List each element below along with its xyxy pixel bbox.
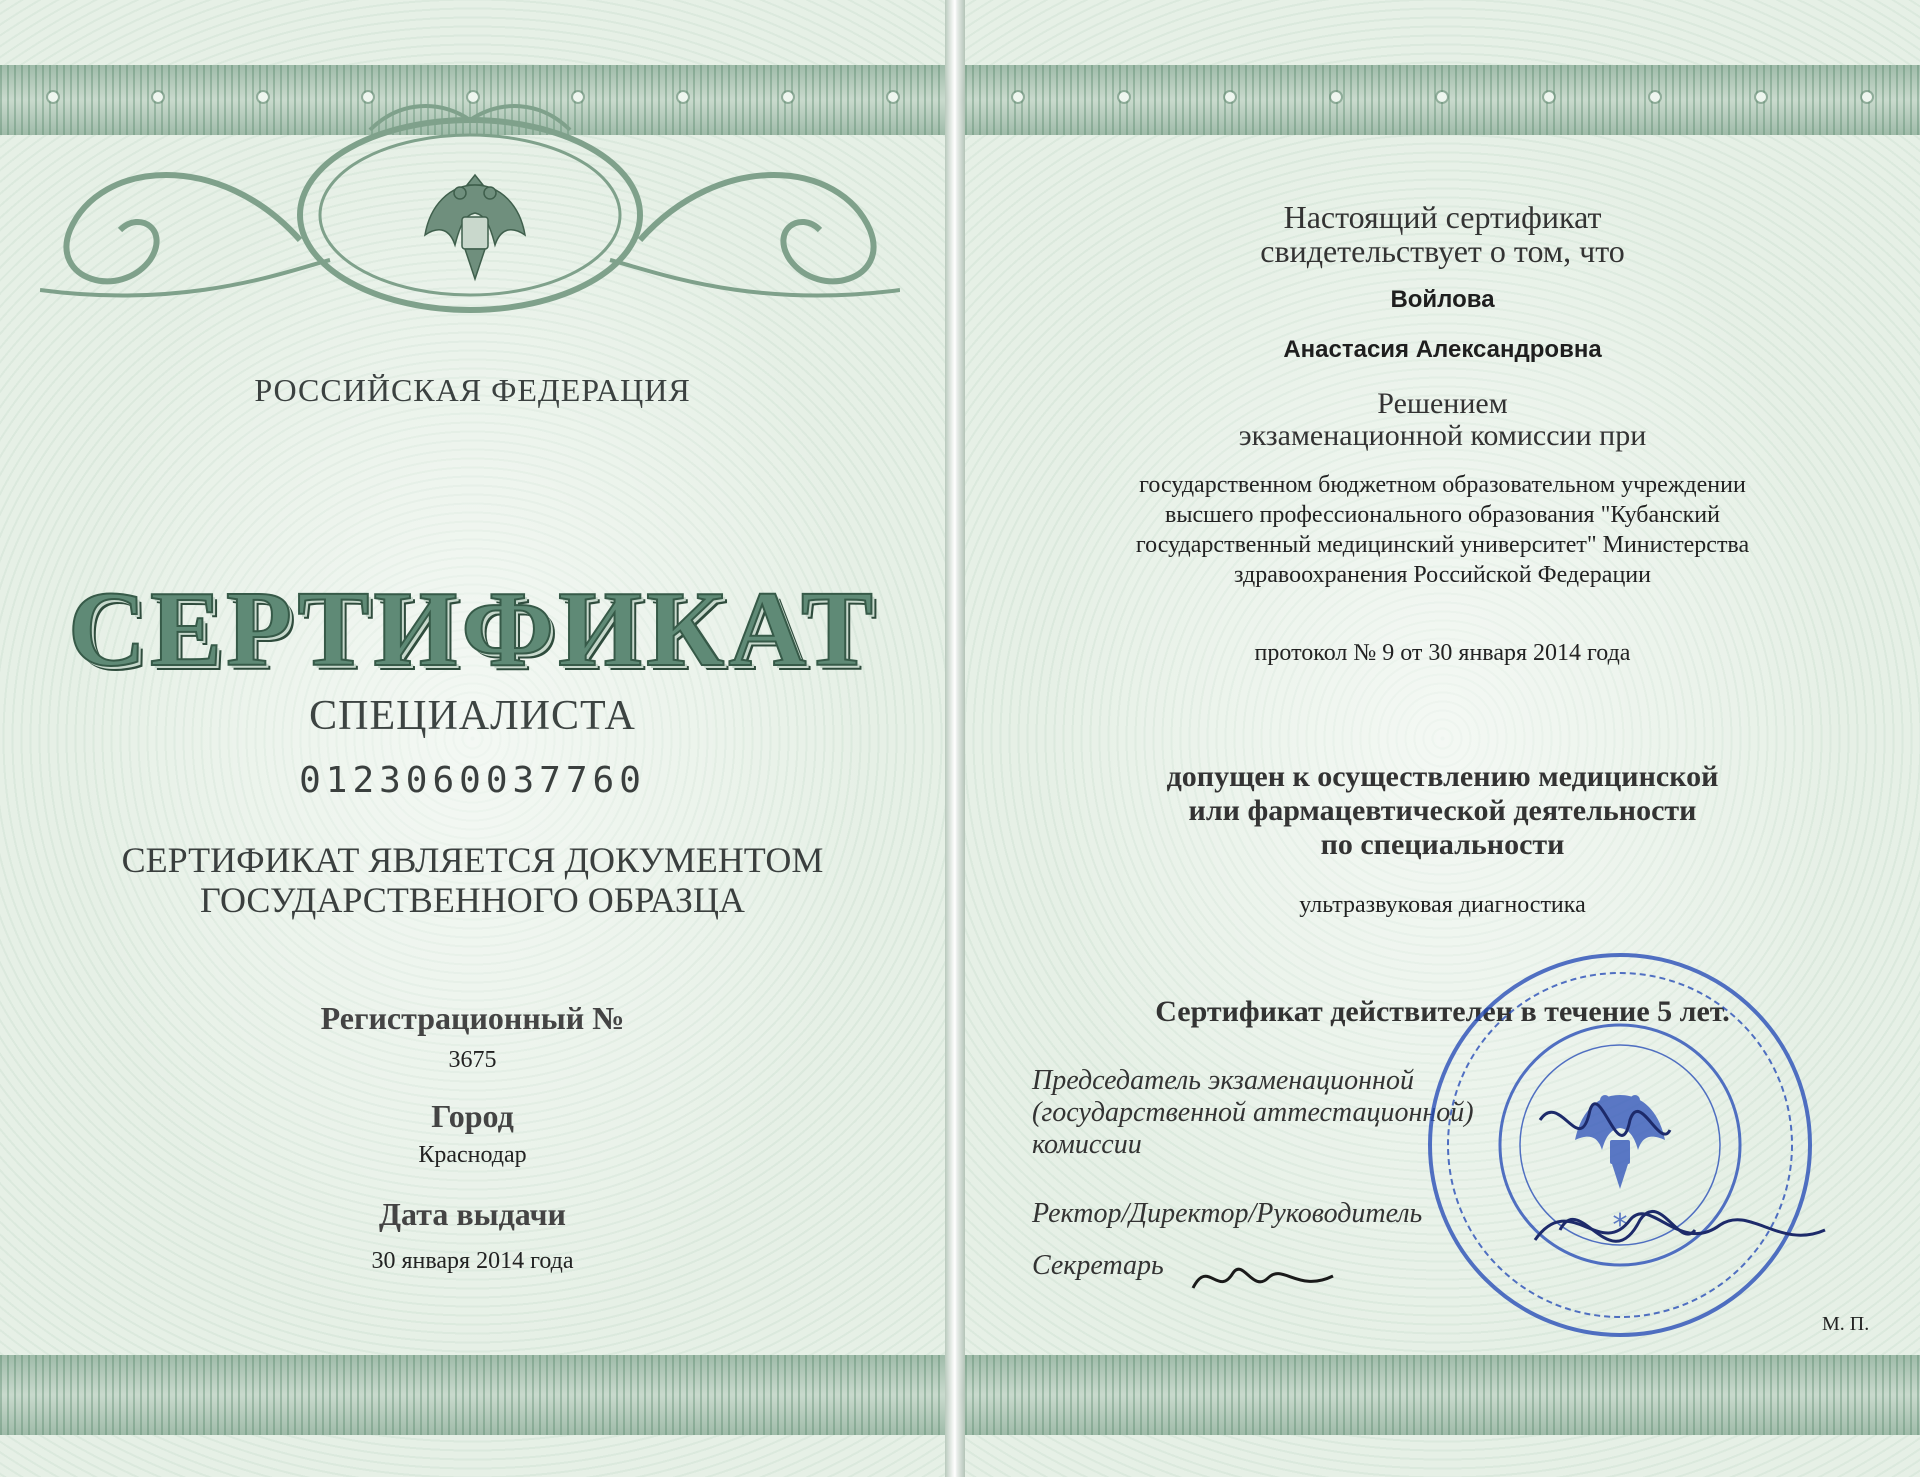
rector-signature xyxy=(1530,1180,1830,1270)
institution-line1: государственном бюджетном образовательном учреждении xyxy=(1139,472,1746,498)
russian-coat-of-arms-emblem xyxy=(420,155,530,305)
registration-number: 3675 xyxy=(448,1047,497,1073)
issue-date-value: 30 января 2014 года xyxy=(371,1248,574,1274)
certificate-number: 0123060037760 xyxy=(299,760,646,801)
bottom-guilloche-band-right xyxy=(965,1355,1920,1435)
decision-line2: экзаменационной комиссии при xyxy=(1238,419,1647,452)
secretary-label: Секретарь xyxy=(1032,1250,1164,1281)
admission-line1: допущен к осуществлению медицинской xyxy=(1166,760,1719,793)
intro-line1: Настоящий сертификат xyxy=(1283,199,1602,235)
city-value: Краснодар xyxy=(418,1142,527,1168)
issue-date-label: Дата выдачи xyxy=(379,1196,566,1232)
holder-surname: Войлова xyxy=(1390,286,1495,313)
decision-line1: Решением xyxy=(1377,387,1508,420)
protocol-text: протокол № 9 от 30 января 2014 года xyxy=(1254,640,1631,666)
seal-place-mark: М. П. xyxy=(1822,1313,1870,1335)
validity-text: Сертификат действителен в течение 5 лет. xyxy=(1155,995,1730,1028)
admission-text xyxy=(965,760,1920,862)
registration-label: Регистрационный № xyxy=(320,1000,625,1036)
chairman-line1: Председатель экзаменационной xyxy=(1032,1065,1414,1096)
holder-given-names: Анастасия Александровна xyxy=(1283,336,1602,363)
rector-label: Ректор/Директор/Руководитель xyxy=(1032,1198,1423,1229)
booklet-spine xyxy=(945,0,965,1477)
left-page xyxy=(0,0,945,1477)
institution-line2: высшего профессионального образования "Кубанский xyxy=(1165,502,1720,528)
institution-line4: здравоохранения Российской Федерации xyxy=(1234,562,1651,588)
admission-line2: или фармацевтической деятельности xyxy=(1188,794,1697,827)
institution-text xyxy=(965,470,1920,590)
state-document-note-line1: СЕРТИФИКАТ ЯВЛЯЕТСЯ ДОКУМЕНТОМ xyxy=(121,840,824,880)
country-name: РОССИЙСКАЯ ФЕДЕРАЦИЯ xyxy=(254,372,691,408)
state-document-note xyxy=(0,840,945,920)
bottom-guilloche-band xyxy=(0,1355,945,1435)
admission-line3: по специальности xyxy=(1320,828,1565,861)
chairman-line2: (государственной аттестационной) xyxy=(1032,1097,1474,1128)
specialty-value: ультразвуковая диагностика xyxy=(1299,892,1586,918)
certificate-subtitle: СПЕЦИАЛИСТА xyxy=(309,693,636,739)
institution-line3: государственный медицинский университет" Министерства xyxy=(1135,532,1750,558)
state-document-note-line2: ГОСУДАРСТВЕННОГО ОБРАЗЦА xyxy=(200,880,745,920)
svg-text:*: * xyxy=(1612,1208,1628,1243)
decision-text xyxy=(965,388,1920,452)
secretary-signature xyxy=(1188,1248,1338,1308)
intro-line2: свидетельствует о том, что xyxy=(1260,233,1625,269)
band-dots-right xyxy=(965,92,1920,108)
certificate-title: СЕРТИФИКАТ xyxy=(68,570,877,689)
chairman-line3: комиссии xyxy=(1032,1129,1142,1160)
intro-text xyxy=(965,200,1920,268)
city-label: Город xyxy=(431,1098,514,1134)
chairman-block xyxy=(1032,1065,1474,1161)
